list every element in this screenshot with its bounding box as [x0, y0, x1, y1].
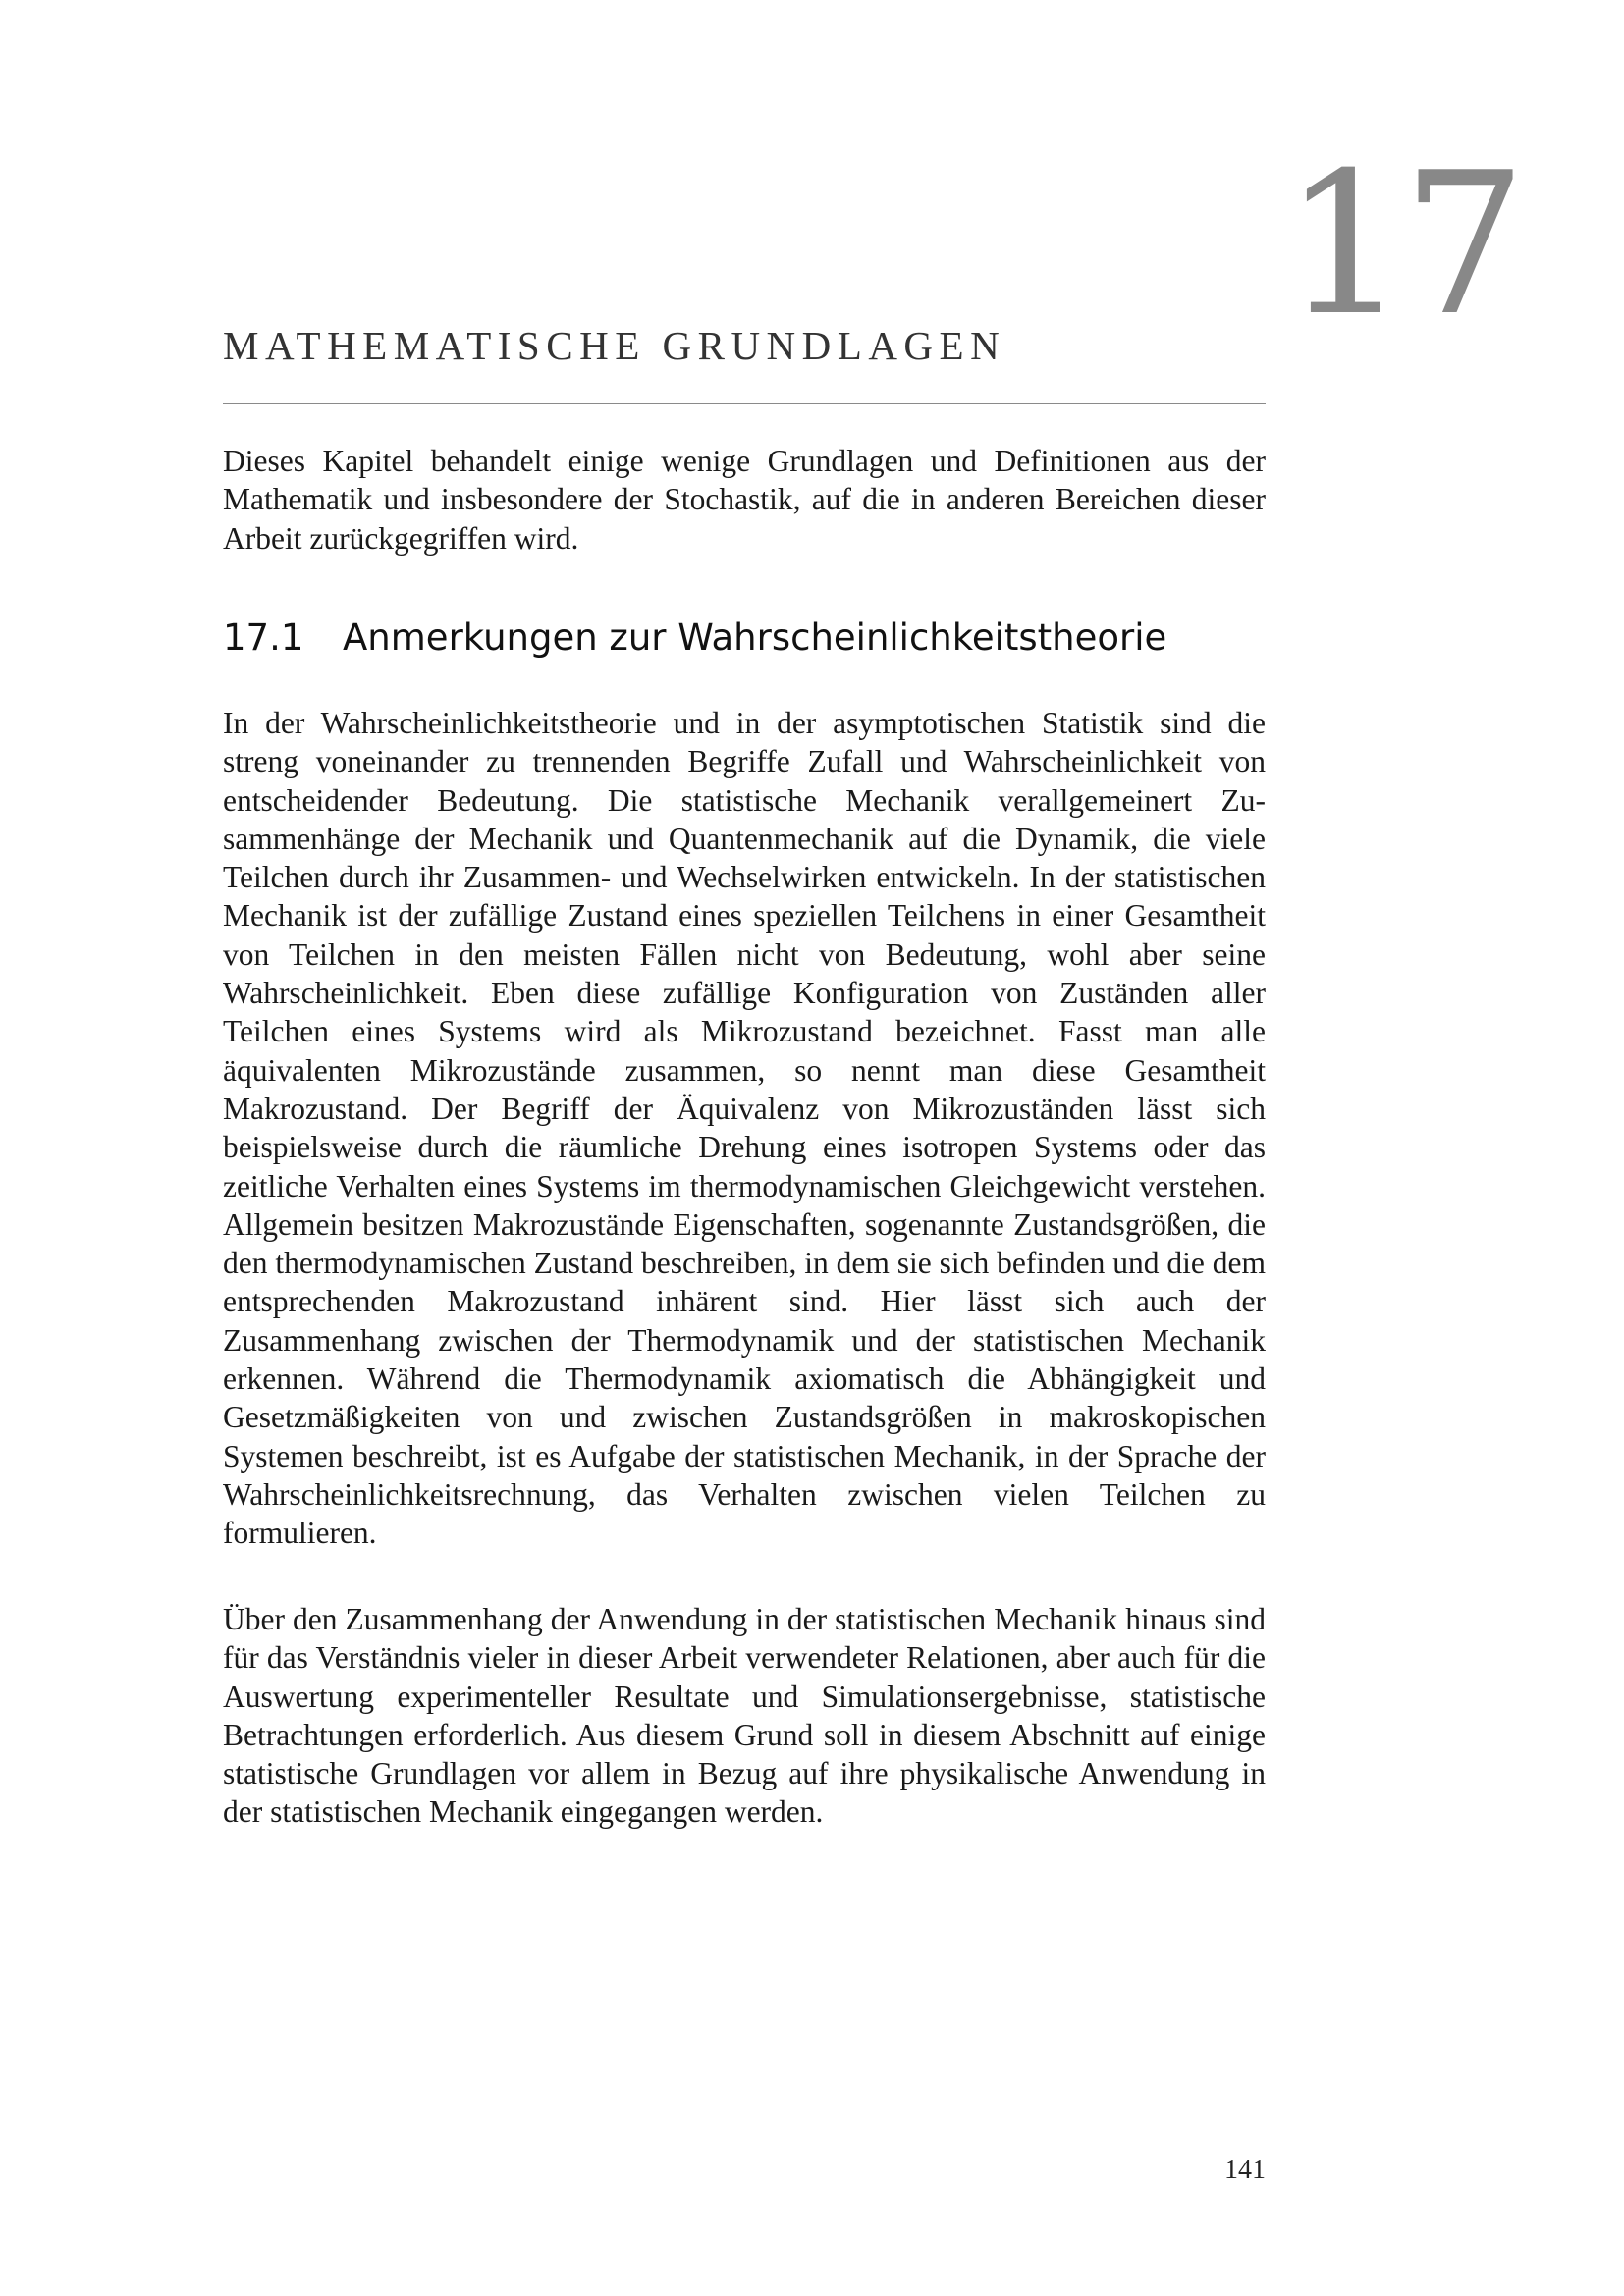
- chapter-number: 17: [1282, 131, 1521, 359]
- chapter-title: MATHEMATISCHE GRUNDLAGEN: [223, 323, 1006, 368]
- section-body-1: [223, 704, 1266, 1553]
- section-heading: [223, 616, 1266, 659]
- intro-paragraph: Dieses Kapitel behandelt einige wenige Grundlagen und Definitionen aus der Mathematik und insbesondere der Stochastik, auf die in anderen Bereichen dieser Arbeit zurückgegriffen wird.: [223, 444, 1266, 556]
- body-paragraph: In der Wahrscheinlichkeitstheorie und in der asymptotischen Statistik sind die streng voneinander zu trennenden Begriffe Zufall und Wahrscheinlichkeit von entscheidender Bedeutung. Die statistische Mechanik verallgemeinert Zusammenhänge der Mechanik und Quantenmechanik auf die Dynamik, die viele Teilchen durch ihr Zusammen- und Wechselwirken entwickeln. In der statistischen Mechanik ist der zufällige Zustand eines speziellen Teilchens in einer Gesamtheit von Teilchen in den meisten Fällen nicht von Bedeutung, wohl aber seine Wahrscheinlichkeit. Eben diese zufällige Konfiguration von Zuständen aller Teilchen eines Systems wird als Mikrozustand bezeichnet. Fasst man alle äquivalenten Mikrozustände zusammen, so nennt man diese Gesamtheit Makrozustand. Der Begriff der Äquivalenz von Mikrozuständen lässt sich beispielsweise durch die räumliche Drehung eines isotropen Systems oder das zeitliche Verhalten eines Systems im thermodynamischen Gleichgewicht verstehen. Allgemein besitzen Makrozustände Eigenschaften, sogenannte Zustandsgrößen, die den thermodynamischen Zustand beschreiben, in dem sie sich befinden und die dem entsprechenden Makrozustand inhärent sind. Hier lässt sich auch der Zusammenhang zwischen der Thermodynamik und der statistischen Mechanik erkennen. Während die Thermodynamik axiomatisch die Abhängigkeit und Gesetzmäßigkeiten von und zwischen Zustandsgrößen in makroskopischen Systemen beschreibt, ist es Aufgabe der statistischen Mechanik, in der Sprache der Wahrscheinlichkeitsrechnung, das Verhalten zwischen vielen Teilchen zu formulieren.: [223, 706, 1266, 1551]
- section-number: 17.1: [223, 616, 304, 659]
- page-number: 141: [1224, 2155, 1266, 2185]
- section-title: Anmerkungen zur Wahrscheinlichkeitstheorie: [343, 616, 1167, 659]
- section-body-2: [223, 1600, 1266, 1832]
- body-paragraph: Über den Zusammenhang der Anwendung in der statistischen Mechanik hinaus sind für das Verständnis vieler in dieser Arbeit verwendeter Relationen, aber auch für die Auswertung experimenteller Resultate und Simulationsergebnisse, statistische Betrachtungen erforderlich. Aus diesem Grund soll in diesem Abschnitt auf einige statistische Grundlagen vor allem in Bezug auf ihre physikalische Anwendung in der statistischen Mechanik eingegangen werden.: [223, 1602, 1266, 1830]
- chapter-intro: [223, 442, 1266, 558]
- chapter-divider: [223, 403, 1266, 404]
